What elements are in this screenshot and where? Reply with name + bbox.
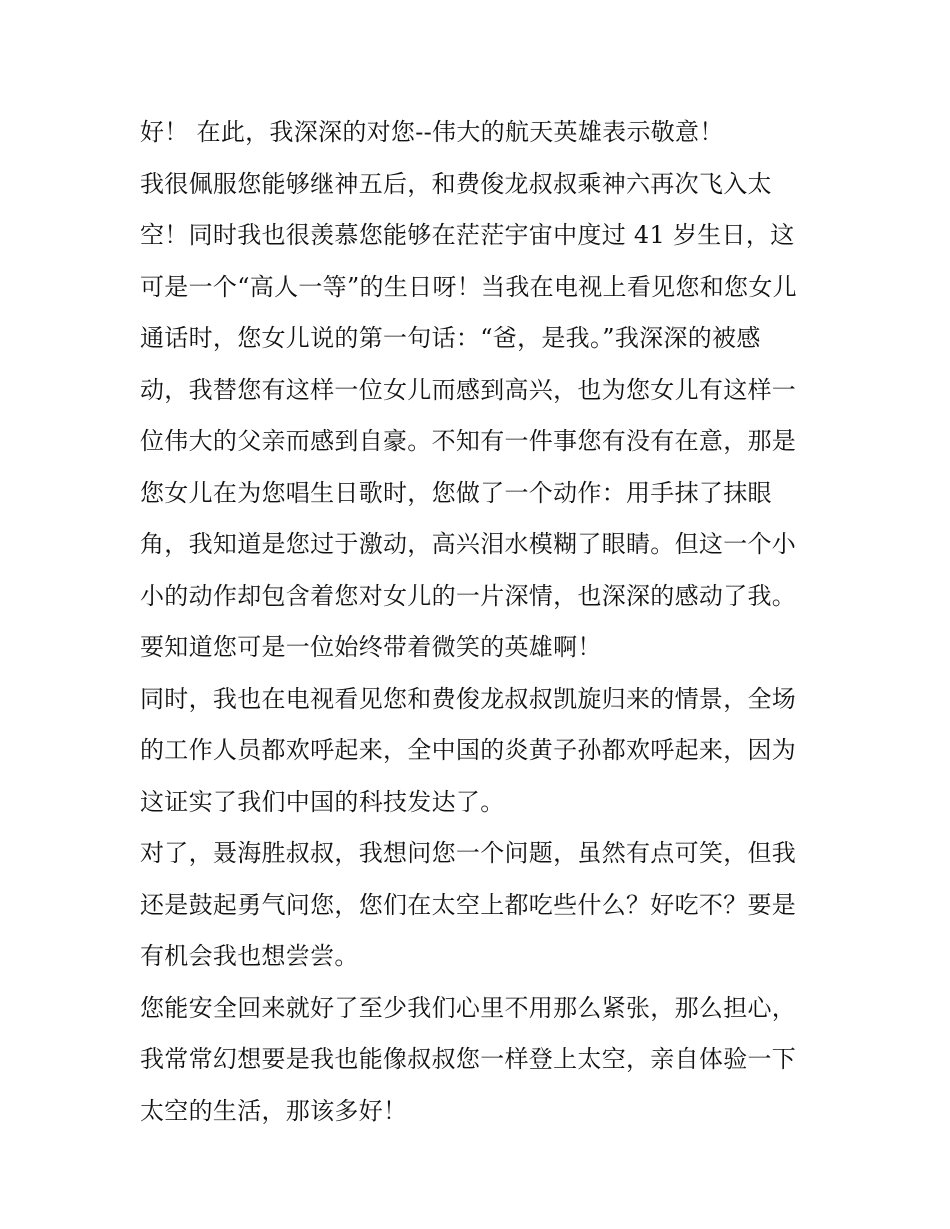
text-line: 位伟大的父亲而感到自豪。不知有一件事您有没有在意，那是 [140,427,797,455]
text-line: 太空的生活，那该多好！ [140,1096,408,1125]
letter-body [140,107,820,1137]
text-line: 还是鼓起勇气问您，您们在太空上都吃些什么？好吃不？要是 [140,890,797,919]
text-line: 角，我知道是您过于激动，高兴泪水模糊了眼睛。但这一个小 [140,530,797,558]
text-line: 空！同时我也很羡慕您能够在茫茫宇宙中度过 41 岁生日，这 [140,221,795,249]
text-line: 您能安全回来就好了至少我们心里不用那么紧张，那么担心， [140,993,797,1022]
text-line: 这证实了我们中国的科技发达了。 [140,787,505,816]
text-line: 我很佩服您能够继神五后，和费俊龙叔叔乘神六再次飞入太 [140,169,772,198]
text-line: 小的动作却包含着您对女儿的一片深情，也深深的感动了我。 [140,581,797,610]
text-line: 要知道您可是一位始终带着微笑的英雄啊！ [140,633,602,661]
text-line: 对了，聂海胜叔叔，我想问您一个问题，虽然有点可笑，但我 [140,839,797,867]
text-line: 好！ 在此，我深深的对您--伟大的航天英雄表示敬意！ [140,118,724,146]
text-line: 动，我替您有这样一位女儿而感到高兴，也为您女儿有这样一 [140,375,797,404]
text-line: 可是一个“高人一等”的生日呀！当我在电视上看见您和您女儿 [140,272,797,301]
text-line: 有机会我也想尝尝。 [140,942,359,970]
text-line: 通话时，您女儿说的第一句话：“爸，是我。”我深深的被感 [140,324,761,352]
text-line: 同时，我也在电视看见您和费俊龙叔叔凯旋归来的情景，全场 [140,684,797,713]
text-line: 您女儿在为您唱生日歌时，您做了一个动作：用手抹了抹眼 [140,478,772,507]
text-line: 的工作人员都欢呼起来，全中国的炎黄子孙都欢呼起来，因为 [140,736,797,764]
text-line: 我常常幻想要是我也能像叔叔您一样登上太空，亲自体验一下 [140,1045,797,1073]
